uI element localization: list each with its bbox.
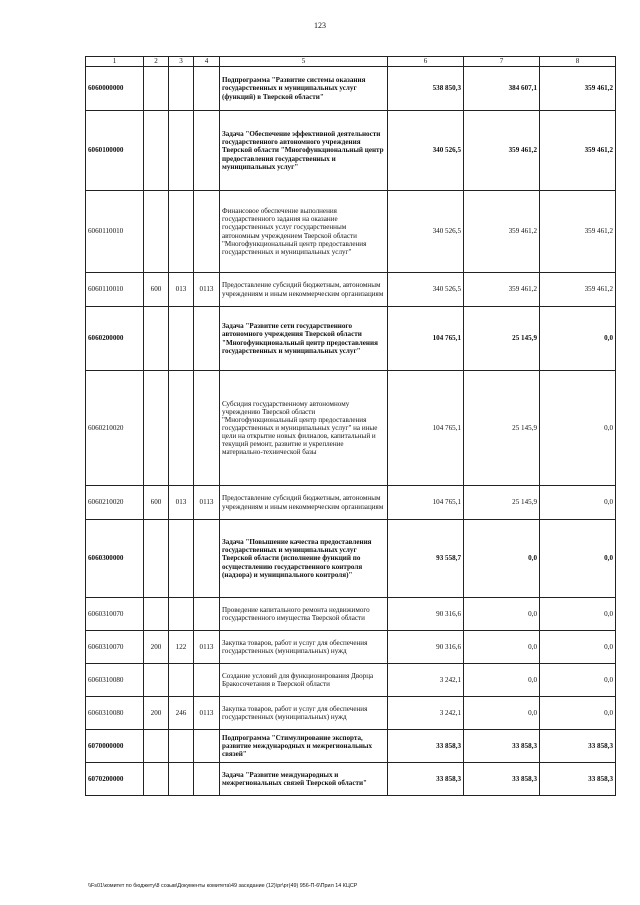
row-code: 6060310080	[86, 664, 144, 697]
row-value-6: 3 242,1	[388, 697, 464, 730]
row-code: 6070000000	[86, 730, 144, 763]
row-value-6: 93 558,7	[388, 520, 464, 598]
row-name: Задача "Развитие международных и межрегиональных связей Тверской области"	[220, 763, 388, 796]
row-col3	[169, 664, 194, 697]
row-col2	[144, 664, 169, 697]
row-col4	[194, 111, 220, 191]
row-col2	[144, 520, 169, 598]
row-col4	[194, 598, 220, 631]
row-code: 6060110010	[86, 273, 144, 307]
row-col3	[169, 520, 194, 598]
row-name: Создание условий для функционирования Дворца Бракосочетания в Тверской области	[220, 664, 388, 697]
row-value-7: 359 461,2	[464, 191, 540, 273]
row-col4	[194, 730, 220, 763]
row-name: Задача "Обеспечение эффективной деятельности государственного автономного учреждения Тверской области "Многофункциональный центр предоставления государственных и муниципальных услуг"	[220, 111, 388, 191]
table-row	[86, 697, 616, 730]
row-value-6: 340 526,5	[388, 191, 464, 273]
row-name: Предоставление субсидий бюджетным, автономным учреждениям и иным некоммерческим организациям	[220, 486, 388, 520]
table-row	[86, 664, 616, 697]
row-code: 6060210020	[86, 486, 144, 520]
table-row	[86, 520, 616, 598]
row-code: 6060300000	[86, 520, 144, 598]
row-value-8: 33 858,3	[540, 730, 616, 763]
row-name: Финансовое обеспечение выполнения государственного задания на оказание государственных услуг государственным автономным учреждением Тверской области "Многофункциональный центр предоставления государственных и муниципальных услуг"	[220, 191, 388, 273]
budget-table	[85, 56, 616, 796]
row-name: Подпрограмма "Стимулирование экспорта, развитие международных и межрегиональных связей"	[220, 730, 388, 763]
row-value-6: 104 765,1	[388, 307, 464, 371]
row-value-8: 0,0	[540, 697, 616, 730]
row-code: 6060110010	[86, 191, 144, 273]
row-col3	[169, 598, 194, 631]
row-col4	[194, 67, 220, 111]
row-col3	[169, 371, 194, 486]
table-row	[86, 307, 616, 371]
row-name: Подпрограмма "Развитие системы оказания государственных и муниципальных услуг (функций) в Тверской области"	[220, 67, 388, 111]
row-value-6: 104 765,1	[388, 371, 464, 486]
row-col3	[169, 730, 194, 763]
table-row	[86, 111, 616, 191]
table-row	[86, 191, 616, 273]
row-value-7: 0,0	[464, 598, 540, 631]
table-row	[86, 486, 616, 520]
row-col4	[194, 191, 220, 273]
row-col3	[169, 307, 194, 371]
row-col4: 0113	[194, 273, 220, 307]
row-code: 6070200000	[86, 763, 144, 796]
table-row	[86, 598, 616, 631]
row-col2: 600	[144, 273, 169, 307]
column-header: 5	[220, 57, 388, 67]
row-code: 6060200000	[86, 307, 144, 371]
row-value-7: 0,0	[464, 664, 540, 697]
row-col4: 0113	[194, 631, 220, 664]
row-code: 6060310070	[86, 631, 144, 664]
row-col4	[194, 763, 220, 796]
row-col2: 200	[144, 631, 169, 664]
row-col4	[194, 520, 220, 598]
row-col4: 0113	[194, 486, 220, 520]
column-header: 2	[144, 57, 169, 67]
row-col2	[144, 598, 169, 631]
row-value-8: 359 461,2	[540, 111, 616, 191]
row-value-6: 33 858,3	[388, 763, 464, 796]
row-value-8: 359 461,2	[540, 67, 616, 111]
row-value-6: 3 242,1	[388, 664, 464, 697]
row-col2	[144, 730, 169, 763]
row-value-8: 0,0	[540, 631, 616, 664]
row-value-7: 0,0	[464, 631, 540, 664]
row-col4	[194, 307, 220, 371]
row-value-8: 0,0	[540, 486, 616, 520]
row-value-6: 33 858,3	[388, 730, 464, 763]
row-value-6: 538 850,3	[388, 67, 464, 111]
row-col3	[169, 191, 194, 273]
row-value-8: 0,0	[540, 664, 616, 697]
row-value-8: 33 858,3	[540, 763, 616, 796]
row-col2	[144, 763, 169, 796]
row-name: Предоставление субсидий бюджетным, автономным учреждениям и иным некоммерческим организациям	[220, 273, 388, 307]
row-col4	[194, 371, 220, 486]
row-name: Субсидия государственному автономному учреждению Тверской области "Многофункциональный центр предоставления государственных и муниципальных услуг" на иные цели на открытие новых филиалов, капитальный и текущий ремонт, развитие и укрепление материально-технической базы	[220, 371, 388, 486]
column-header: 1	[86, 57, 144, 67]
table-row	[86, 371, 616, 486]
row-col2	[144, 191, 169, 273]
row-value-7: 25 145,9	[464, 486, 540, 520]
row-value-8: 0,0	[540, 520, 616, 598]
row-col3: 013	[169, 273, 194, 307]
row-value-7: 0,0	[464, 697, 540, 730]
row-col2: 600	[144, 486, 169, 520]
row-value-8: 0,0	[540, 598, 616, 631]
row-name: Задача "Развитие сети государственного автономного учреждения Тверской области "Многофункциональный центр предоставления государственных и муниципальных услуг"	[220, 307, 388, 371]
row-col3: 013	[169, 486, 194, 520]
column-header: 8	[540, 57, 616, 67]
column-header: 4	[194, 57, 220, 67]
row-value-7: 0,0	[464, 520, 540, 598]
page-number: 123	[314, 21, 326, 30]
table-row	[86, 730, 616, 763]
row-col2	[144, 67, 169, 111]
row-col3: 246	[169, 697, 194, 730]
column-header: 6	[388, 57, 464, 67]
table-row	[86, 763, 616, 796]
table-row	[86, 631, 616, 664]
row-value-7: 359 461,2	[464, 273, 540, 307]
row-col2	[144, 307, 169, 371]
row-name: Задача "Повышение качества предоставления государственных и муниципальных услуг Тверской области (исполнение функций по осуществлению государственного контроля (надзора) и муниципального контроля)"	[220, 520, 388, 598]
row-col2	[144, 111, 169, 191]
file-path-footer: \\Fs01\комитет по бюджету\8 созыв\Документы комитета\49 заседание (12)\рг\рг(49) 956-П-6\Прил 14 КЦСР	[88, 883, 358, 889]
row-value-6: 340 526,5	[388, 111, 464, 191]
row-col4	[194, 664, 220, 697]
row-value-7: 33 858,3	[464, 730, 540, 763]
row-value-6: 90 316,6	[388, 598, 464, 631]
row-code: 6060100000	[86, 111, 144, 191]
row-col3	[169, 763, 194, 796]
row-col3	[169, 67, 194, 111]
row-value-6: 90 316,6	[388, 631, 464, 664]
row-code: 6060000000	[86, 67, 144, 111]
row-col3	[169, 111, 194, 191]
row-value-7: 359 461,2	[464, 111, 540, 191]
table-row	[86, 67, 616, 111]
row-value-7: 25 145,9	[464, 371, 540, 486]
row-value-8: 359 461,2	[540, 273, 616, 307]
row-value-8: 359 461,2	[540, 191, 616, 273]
row-code: 6060310080	[86, 697, 144, 730]
row-value-7: 25 145,9	[464, 307, 540, 371]
row-value-7: 33 858,3	[464, 763, 540, 796]
row-name: Закупка товаров, работ и услуг для обеспечения государственных (муниципальных) нужд	[220, 631, 388, 664]
row-col2	[144, 371, 169, 486]
column-header: 3	[169, 57, 194, 67]
row-value-8: 0,0	[540, 371, 616, 486]
row-col3: 122	[169, 631, 194, 664]
row-value-7: 384 607,1	[464, 67, 540, 111]
row-value-6: 340 526,5	[388, 273, 464, 307]
table-header-row	[86, 57, 616, 67]
table-row	[86, 273, 616, 307]
row-col4: 0113	[194, 697, 220, 730]
row-code: 6060210020	[86, 371, 144, 486]
row-value-8: 0,0	[540, 307, 616, 371]
row-value-6: 104 765,1	[388, 486, 464, 520]
column-header: 7	[464, 57, 540, 67]
row-name: Закупка товаров, работ и услуг для обеспечения государственных (муниципальных) нужд	[220, 697, 388, 730]
row-code: 6060310070	[86, 598, 144, 631]
row-col2: 200	[144, 697, 169, 730]
row-name: Проведение капитального ремонта недвижимого государственного имущества Тверской области	[220, 598, 388, 631]
